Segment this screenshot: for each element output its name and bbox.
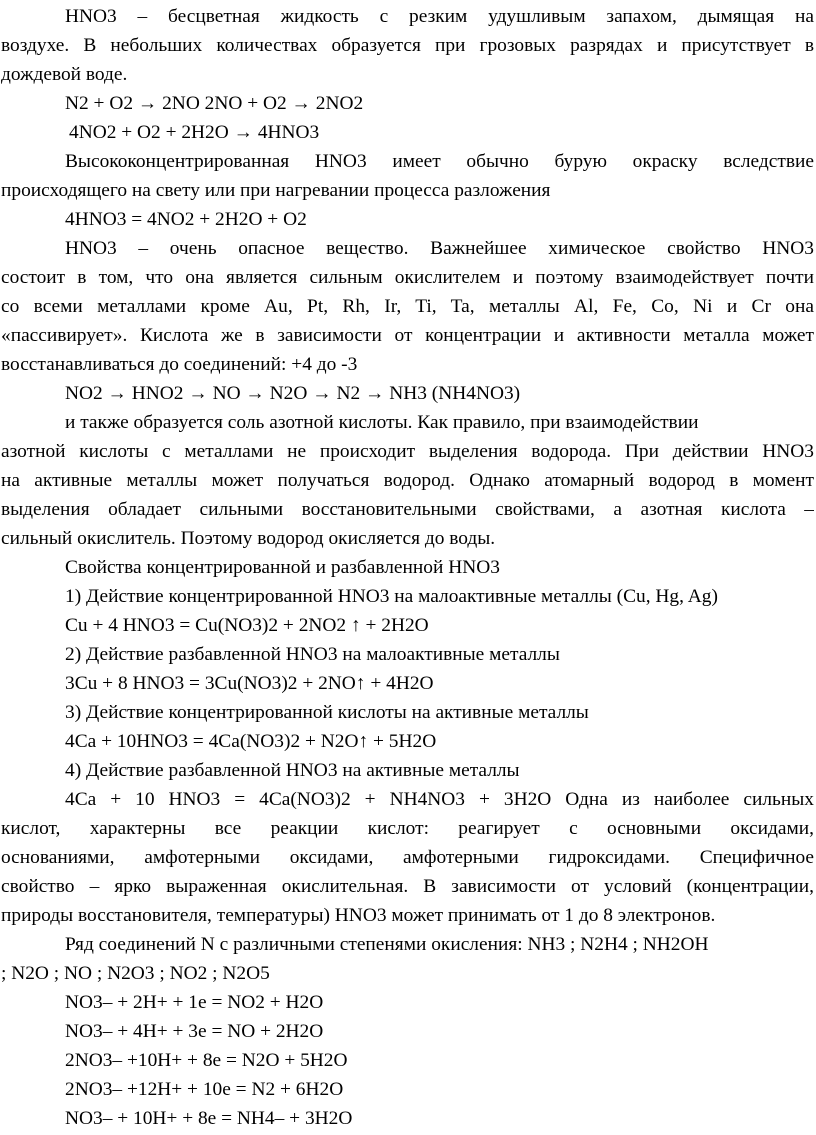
text-line: Ряд соединений N с различными степенями окисления: NH3 ; N2H4 ; NH2OH: [65, 934, 709, 955]
equation-line: NO2 → HNO2 → NO → N2O → N2 → NH3 (NH4NO3): [65, 383, 521, 404]
text-line: и также образуется соль азотной кислоты. Как правило, при взаимодействии: [65, 412, 699, 433]
text-line: 4) Действие разбавленной HNO3 на активные металлы: [65, 760, 520, 781]
equation-line: NO3– + 4H+ + 3e = NO + 2H2O: [65, 1021, 324, 1042]
text-line: сильный окислитель. Поэтому водород окисляется до воды.: [1, 528, 496, 549]
equation-line: 4Ca + 10HNO3 = 4Ca(NO3)2 + N2O↑ + 5H2O: [65, 731, 437, 752]
text-line: со всеми металлами кроме Au, Pt, Rh, Ir, Ti, Ta, металлы Al, Fe, Co, Ni и Cr она: [1, 296, 814, 317]
text-line: HNO3 – очень опасное вещество. Важнейшее химическое свойство HNO3: [65, 238, 814, 259]
text-line: выделения обладает сильными восстановительными свойствами, а азотная кислота –: [1, 499, 814, 520]
section-heading: Свойства концентрированной и разбавленной HNO3: [65, 557, 500, 578]
text-line: азотной кислоты с металлами не происходит выделения водорода. При действии HNO3: [1, 441, 814, 462]
equation-line: NO3– + 2H+ + 1e = NO2 + H2O: [65, 992, 324, 1013]
text-line: ; N2O ; NO ; N2O3 ; NO2 ; N2O5: [1, 963, 270, 984]
text-line: «пассивирует». Кислота же в зависимости от концентрации и активности металла может: [1, 325, 814, 346]
equation-line: N2 + O2 → 2NO 2NO + O2 → 2NO2: [65, 93, 364, 114]
text-line: 2) Действие разбавленной HNO3 на малоактивные металлы: [65, 644, 560, 665]
equation-line: 3Cu + 8 HNO3 = 3Cu(NO3)2 + 2NO↑ + 4H2O: [65, 673, 434, 694]
text-line: 1) Действие концентрированной HNO3 на малоактивные металлы (Cu, Hg, Ag): [65, 586, 718, 607]
equation-line: 4NO2 + O2 + 2H2O → 4HNO3: [69, 122, 320, 143]
text-line: состоит в том, что она является сильным окислителем и поэтому взаимодействует почти: [1, 267, 814, 288]
document-page: [0, 2, 816, 1135]
text-line: 3) Действие концентрированной кислоты на активные металлы: [65, 702, 589, 723]
text-line: Высококонцентрированная HNO3 имеет обычно бурую окраску вследствие: [65, 151, 814, 172]
text-line: природы восстановителя, температуры) HNO3 может принимать от 1 до 8 электронов.: [1, 905, 716, 926]
text-line: свойство – ярко выраженная окислительная. В зависимости от условий (концентрации,: [1, 876, 814, 897]
text-line: дождевой воде.: [1, 64, 128, 85]
text-line: происходящего на свету или при нагревании процесса разложения: [1, 180, 551, 201]
text-line: 4Ca + 10 HNO3 = 4Ca(NO3)2 + NH4NO3 + 3H2O Одна из наиболее сильных: [65, 789, 814, 810]
text-line: основаниями, амфотерными оксидами, амфотерными гидроксидами. Специфичное: [1, 847, 814, 868]
text-line: на активные металлы может получаться водород. Однако атомарный водород в момент: [1, 470, 814, 491]
text-line: воздухе. В небольших количествах образуется при грозовых разрядах и присутствует в: [1, 35, 814, 56]
equation-line: NO3– + 10H+ + 8e = NH4– + 3H2O: [65, 1108, 353, 1129]
equation-line: 2NO3– +10H+ + 8e = N2O + 5H2O: [65, 1050, 348, 1071]
equation-line: Cu + 4 HNO3 = Cu(NO3)2 + 2NO2 ↑ + 2H2O: [65, 615, 429, 636]
text-line: восстанавливаться до соединений: +4 до -3: [1, 354, 358, 375]
text-line: кислот, характерны все реакции кислот: реагирует с основными оксидами,: [1, 818, 814, 839]
text-line: HNO3 – бесцветная жидкость с резким удушливым запахом, дымящая на: [65, 6, 814, 27]
equation-line: 2NO3– +12H+ + 10e = N2 + 6H2O: [65, 1079, 344, 1100]
equation-line: 4HNO3 = 4NO2 + 2H2O + O2: [65, 209, 307, 230]
